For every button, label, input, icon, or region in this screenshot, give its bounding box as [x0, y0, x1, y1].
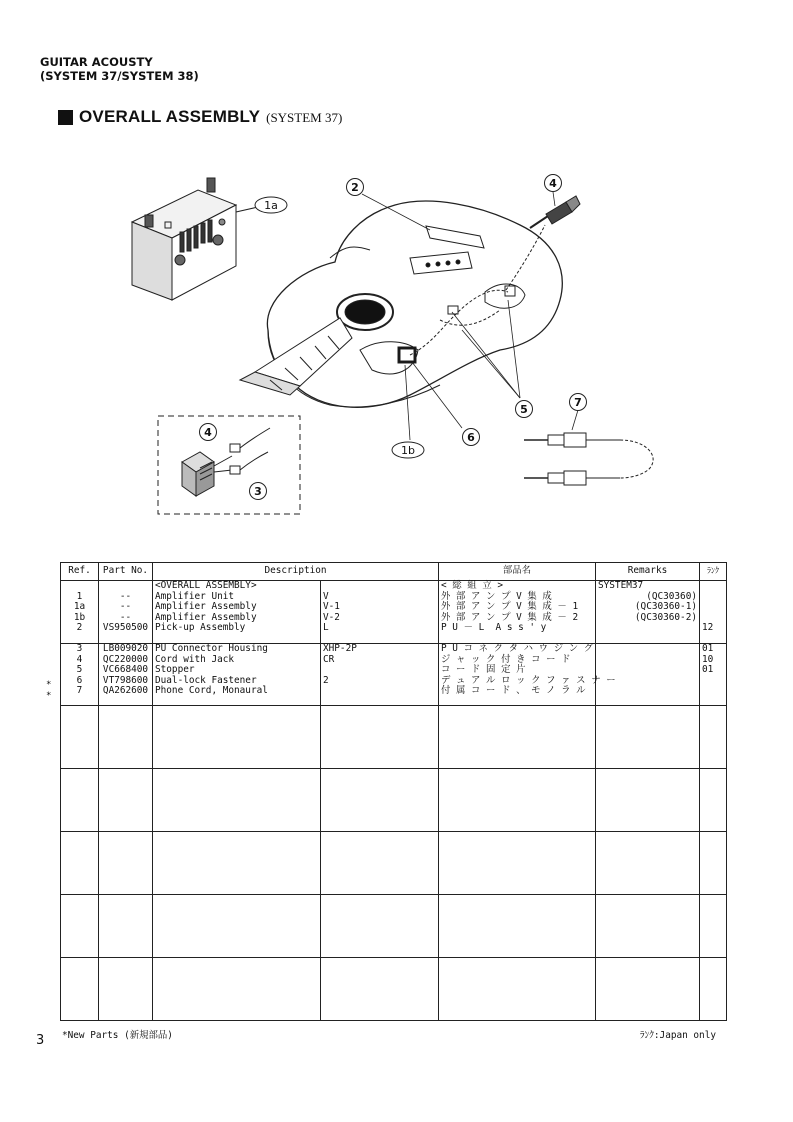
spec-cell: V V-1 V-2 L — [321, 581, 439, 644]
rank-cell: 01 10 01 — [700, 644, 727, 706]
col-rank: ﾗﾝｸ — [700, 563, 727, 581]
col-japanese-name: 部品名 — [439, 563, 596, 581]
amplifier-unit-drawing — [132, 178, 258, 300]
assembly-illustration — [0, 0, 793, 540]
callout-3: 3 — [254, 485, 262, 498]
callout-5: 5 — [520, 403, 528, 416]
table-header-row — [61, 563, 727, 581]
table-row-empty — [61, 832, 727, 895]
callout-1a: 1a — [264, 199, 278, 212]
new-parts-note: *New Parts (新規部品) — [62, 1030, 173, 1041]
table-row-empty — [61, 958, 727, 1021]
ref-cell: 3 4 5 6 7 — [61, 644, 99, 706]
section-title-main: OVERALL ASSEMBLY — [79, 107, 261, 126]
output-jack-drawing — [530, 196, 580, 228]
table-row — [61, 644, 727, 706]
spec-cell: XHP-2P CR 2 — [321, 644, 439, 706]
header-line-2: (SYSTEM 37/SYSTEM 38) — [40, 69, 199, 83]
ref-cell: 1 1a 1b 2 — [61, 581, 99, 644]
header-line-1: GUITAR ACOUSTY — [40, 55, 153, 69]
col-ref: Ref. — [61, 563, 99, 581]
japanese-name-cell: P U コ ネ ク タ ハ ウ ジ ン グ ジ ャ ッ ク 付 き コ ー ド コ ー ド 固 定 片 デ ュ ア ル ロ ッ ク フ ァ ス ナ ー 付 属 コ ー ド 、 モ ノ ラ ル — [439, 644, 596, 706]
col-remarks: Remarks — [596, 563, 700, 581]
col-partno: Part No. — [99, 563, 153, 581]
rank-cell: 12 — [700, 581, 727, 644]
table-row — [61, 581, 727, 644]
page-number: 3 — [36, 1033, 45, 1048]
col-description: Description — [153, 563, 439, 581]
callout-7: 7 — [574, 396, 582, 409]
new-part-marker: * — [46, 680, 52, 690]
callout-6: 6 — [467, 431, 475, 444]
rank-note: ﾗﾝｸ:Japan only — [639, 1030, 716, 1041]
table-row-empty — [61, 769, 727, 832]
connector-detail-inset — [158, 416, 300, 514]
table-row-empty — [61, 706, 727, 769]
partno-cell: LB009020 QC220000 VC668400 VT798600 QA262600 — [99, 644, 153, 706]
callout-4: 4 — [549, 177, 557, 190]
partno-cell: -- -- -- VS950500 — [99, 581, 153, 644]
callout-1b: 1b — [401, 444, 415, 457]
callout-4-inset: 4 — [204, 426, 212, 439]
guitar-body-drawing — [240, 201, 562, 407]
description-cell: <OVERALL ASSEMBLY> Amplifier Unit Amplifier Assembly Amplifier Assembly Pick-up Assembly — [153, 581, 321, 644]
japanese-name-cell: < 総 組 立 > 外 部 ア ン プ V 集 成 外 部 ア ン プ V 集 成 － 1 外 部 ア ン プ V 集 成 － 2 P U － L A s s ' y — [439, 581, 596, 644]
remarks-cell: SYSTEM37 (QC30360) (QC30360-1) (QC30360-2) — [596, 581, 700, 644]
section-title-sub: (SYSTEM 37) — [266, 110, 343, 125]
parts-table — [60, 562, 727, 1021]
new-part-marker: * — [46, 691, 52, 701]
table-row-empty — [61, 895, 727, 958]
phone-cord-drawing — [524, 410, 653, 485]
description-cell: PU Connector Housing Cord with Jack Stopper Dual-lock Fastener Phone Cord, Monaural — [153, 644, 321, 706]
callout-2: 2 — [351, 181, 359, 194]
